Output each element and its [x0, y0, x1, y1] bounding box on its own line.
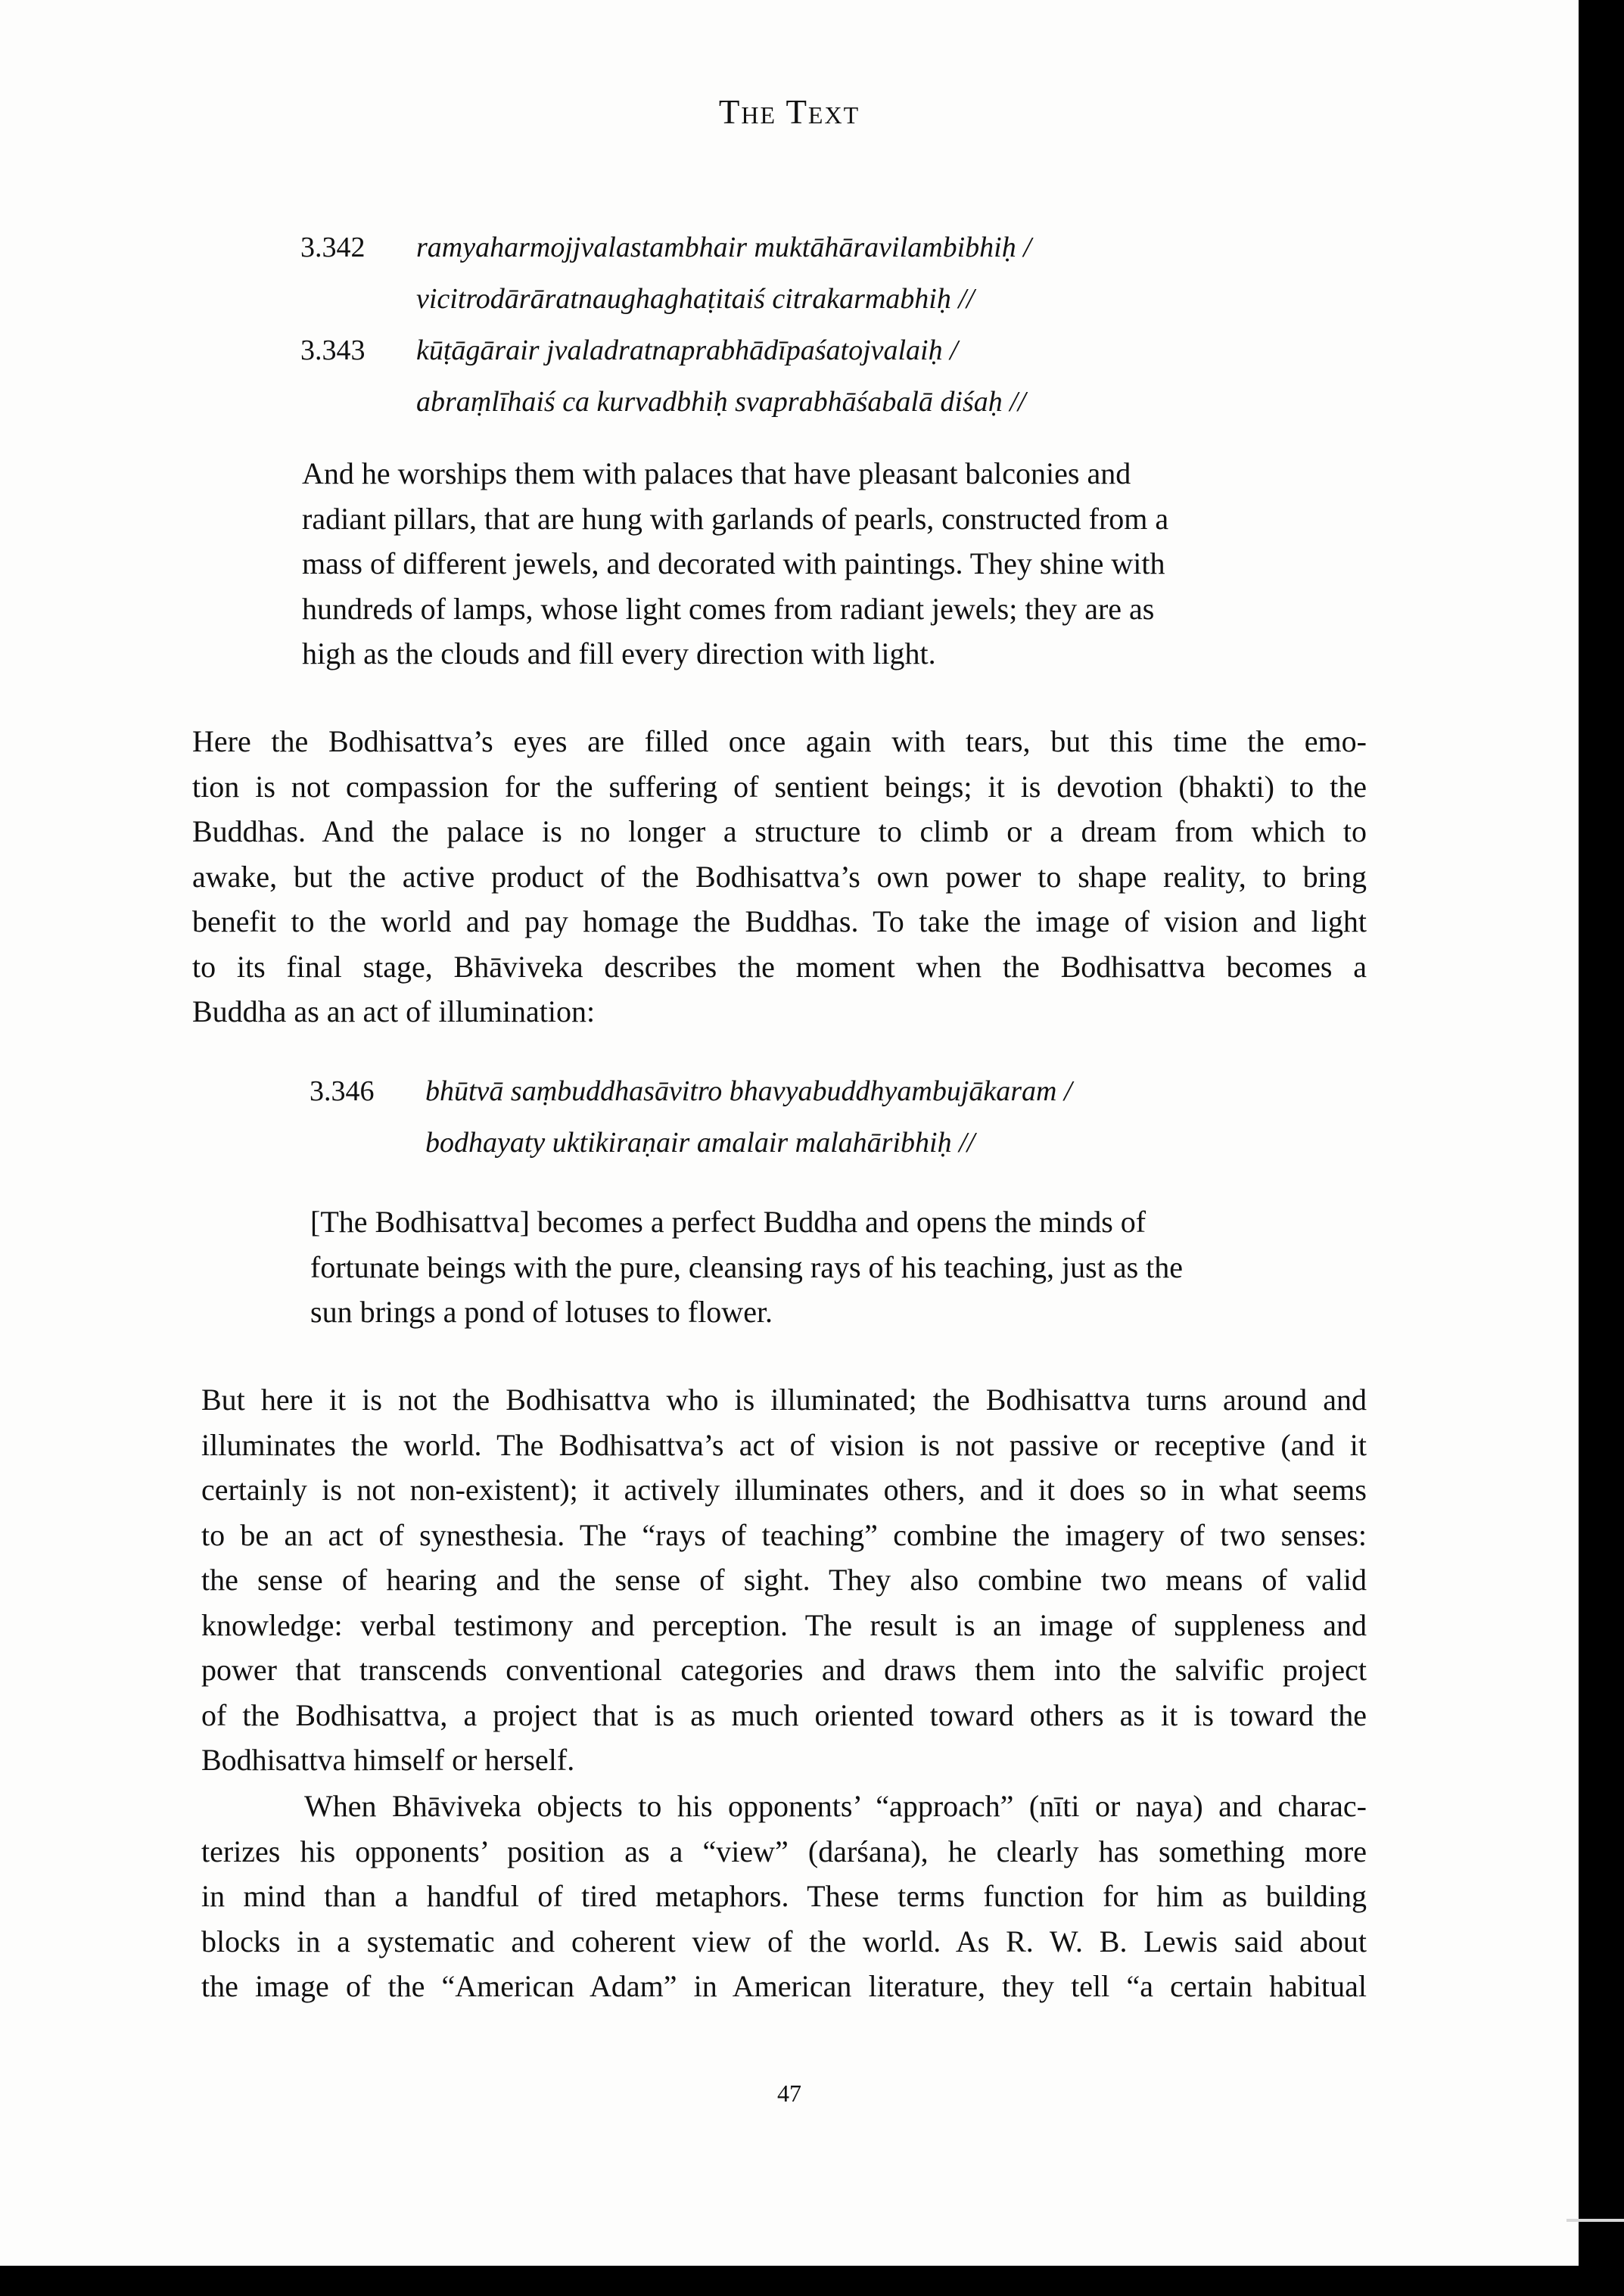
translation-line: radiant pillars, that are hung with garlands of pearls, constructed from a — [302, 501, 1169, 536]
verse-number: 3.343 — [300, 334, 366, 366]
paragraph-line: Buddhas. And the palace is no longer a structure to climb or a dream from which to — [192, 814, 1367, 848]
body-paragraph-2 — [201, 1377, 1367, 1783]
translation-block-2 — [310, 1199, 1183, 1335]
verse-line: bhūtvā saṃbuddhasāvitro bhavyabuddhyambujākaram / — [425, 1075, 1072, 1107]
verse-line: vicitrodārāratnaughaghaṭitaiś citrakarmabhiḥ // — [416, 283, 975, 315]
verse-line: kūṭāgārair jvaladratnaprabhādīpaśatojvalaiḥ / — [416, 334, 958, 366]
translation-line: mass of different jewels, and decorated with paintings. They shine with — [302, 546, 1165, 580]
paragraph-line: Bodhisattva himself or herself. — [201, 1743, 575, 1777]
paragraph-line: benefit to the world and pay homage the Buddhas. To take the image of vision and light — [192, 904, 1367, 938]
paragraph-line: to be an act of synesthesia. The “rays of teaching” combine the imagery of two senses: — [201, 1517, 1367, 1552]
paragraph-line: awake, but the active product of the Bodhisattva’s own power to shape reality, to bring — [192, 859, 1367, 894]
paragraph-line: in mind than a handful of tired metaphors. These terms function for him as building — [201, 1879, 1367, 1913]
paragraph-line: power that transcends conventional categories and draws them into the salvific project — [201, 1653, 1367, 1687]
paragraph-line: the sense of hearing and the sense of sight. They also combine two means of valid — [201, 1563, 1367, 1597]
paragraph-line: knowledge: verbal testimony and perception. The result is an image of suppleness and — [201, 1607, 1367, 1642]
page-number: 47 — [777, 2080, 801, 2107]
body-paragraph-1 — [192, 719, 1367, 1034]
translation-block-1 — [302, 451, 1168, 677]
paragraph-line: tion is not compassion for the suffering of sentient beings; it is devotion (bhakti) to the — [192, 769, 1367, 804]
translation-line: And he worships them with palaces that have pleasant balconies and — [302, 456, 1131, 490]
paragraph-line: certainly is not non-existent); it actively illuminates others, and it does so in what seems — [201, 1473, 1367, 1507]
paragraph-line: the image of the “American Adam” in American literature, they tell “a certain habitual — [201, 1969, 1367, 2003]
paragraph-line: Buddha as an act of illumination: — [192, 994, 596, 1028]
paragraph-line: But here it is not the Bodhisattva who is illuminated; the Bodhisattva turns around and — [201, 1383, 1367, 1417]
verse-line: ramyaharmojjvalastambhair muktāhāravilambibhiḥ / — [416, 232, 1031, 263]
body-paragraph-3 — [201, 1784, 1367, 2009]
translation-line: [The Bodhisattva] becomes a perfect Buddha and opens the minds of — [310, 1205, 1146, 1239]
paragraph-line: Here the Bodhisattva’s eyes are filled once again with tears, but this time the emo- — [192, 724, 1367, 758]
paragraph-line: illuminates the world. The Bodhisattva’s act of vision is not passive or receptive (and it — [201, 1427, 1367, 1462]
verse-line: abraṃlīhaiś ca kurvadbhiḥ svaprabhāśabalā diśaḥ // — [416, 386, 1026, 418]
verse-line: bodhayaty uktikiraṇair amalair malahāribhiḥ // — [425, 1127, 975, 1159]
running-head: The Text — [718, 93, 860, 131]
paragraph-line: blocks in a systematic and coherent view of the world. As R. W. B. Lewis said about — [201, 1924, 1367, 1958]
paragraph-line: When Bhāviveka objects to his opponents’ “approach” (nīti or naya) and charac- — [304, 1789, 1367, 1823]
paragraph-line: of the Bodhisattva, a project that is as much oriented toward others as it is toward the — [201, 1697, 1367, 1732]
paragraph-line: to its final stage, Bhāviveka describes the moment when the Bodhisattva becomes a — [192, 949, 1367, 984]
translation-line: sun brings a pond of lotuses to flower. — [310, 1295, 773, 1329]
verse-number: 3.342 — [300, 232, 366, 263]
translation-line: hundreds of lamps, whose light comes from radiant jewels; they are as — [302, 591, 1155, 626]
translation-line: high as the clouds and fill every direction with light. — [302, 636, 936, 670]
page-edge-mark — [1566, 2219, 1624, 2222]
translation-line: fortunate beings with the pure, cleansing rays of his teaching, just as the — [310, 1249, 1184, 1284]
verse-number: 3.346 — [310, 1075, 375, 1107]
paragraph-line: terizes his opponents’ position as a “view” (darśana), he clearly has something more — [201, 1834, 1367, 1868]
